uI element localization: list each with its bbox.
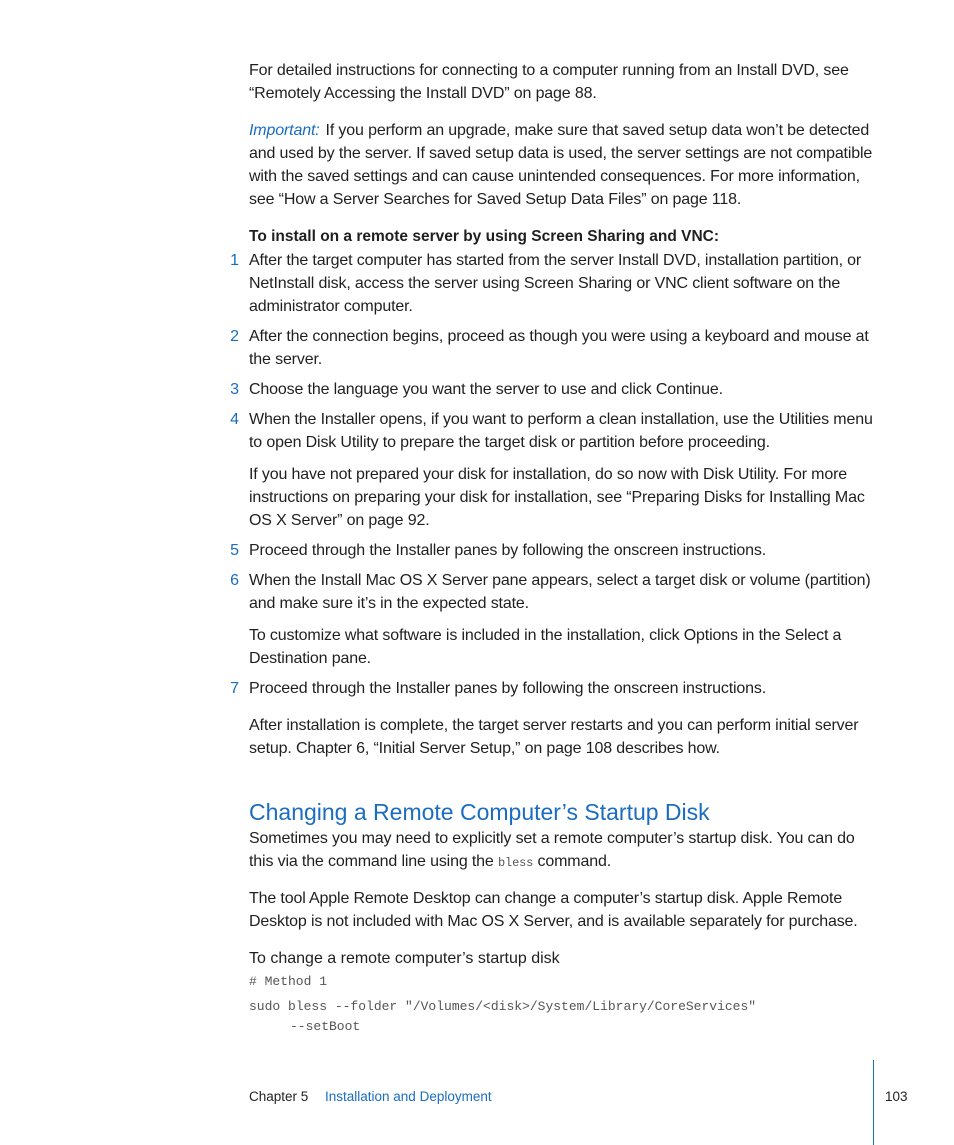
section-paragraph [249,827,874,875]
step-number: 6 [230,572,239,589]
section-paragraph-text-end: command. [537,853,612,870]
after-install-paragraph: After installation is complete, the target server restarts and you can perform initial server setup. Chapter 6, “Initial Server Setup,” on page 108 describes how. [249,717,859,757]
procedure-heading: To install on a remote server by using Screen Sharing and VNC: [249,228,719,245]
important-note [249,119,874,211]
important-text: If you perform an upgrade, make sure that saved setup data won’t be detected and used by the server. If saved setup data is used, the server settings are not compatible with the saved settings and can cause unintended consequences. For more information, see “How a Server Searches for Saved Setup Data Files” on page 118. [249,122,873,208]
section-paragraph-text: Sometimes you may need to explicitly set a remote computer’s startup disk. You can do this via the command line using the [249,830,855,870]
important-label: Important: [249,122,320,139]
section-title: Changing a Remote Computer’s Startup Disk [249,799,710,825]
footer-chapter: Chapter 5 [249,1089,309,1104]
footer-chapter-title: Installation and Deployment [325,1089,492,1104]
step-note: To customize what software is included in the installation, click Options in the Select a Destination pane. [249,627,842,667]
step-number: 2 [230,328,239,345]
section-paragraph-2: The tool Apple Remote Desktop can change a computer’s startup disk. Apple Remote Desktop is not included with Mac OS X Server, and is available separately for purchase. [249,890,858,930]
inline-code-bless: bless [497,856,534,870]
step-note: If you have not prepared your disk for installation, do so now with Disk Utility. For more instructions on preparing your disk for installation, see “Preparing Disks for Installing Mac OS X Server” on page 92. [249,466,865,529]
step-text: After the connection begins, proceed as though you were using a keyboard and mouse at the server. [249,328,869,368]
step-number: 5 [230,542,239,559]
step-number: 3 [230,381,239,398]
step-number: 7 [230,680,239,697]
intro-paragraph: For detailed instructions for connecting to a computer running from an Install DVD, see “Remotely Accessing the Install DVD” on page 88. [249,62,849,102]
step-number: 4 [230,411,239,428]
step-number: 1 [230,252,239,269]
code-subheading: To change a remote computer’s startup disk [249,950,560,967]
step-text: When the Install Mac OS X Server pane appears, select a target disk or volume (partition) and make sure it’s in the expected state. [249,572,871,612]
step-text: Choose the language you want the server to use and click Continue. [249,381,723,398]
step-text: Proceed through the Installer panes by following the onscreen instructions. [249,680,767,697]
code-line: # Method 1 [249,974,328,989]
page-number: 103 [885,1089,908,1104]
code-line: --setBoot [290,1019,361,1034]
step-text: After the target computer has started from the server Install DVD, installation partition, or NetInstall disk, access the server using Screen Sharing or VNC client software on the administrator computer. [249,252,862,315]
step-text: When the Installer opens, if you want to perform a clean installation, use the Utilities menu to open Disk Utility to prepare the target disk or partition before proceeding. [249,411,873,451]
footer-divider [873,1060,874,1145]
code-line: sudo bless --folder "/Volumes/<disk>/System/Library/CoreServices" [249,999,757,1014]
step-text: Proceed through the Installer panes by following the onscreen instructions. [249,542,767,559]
